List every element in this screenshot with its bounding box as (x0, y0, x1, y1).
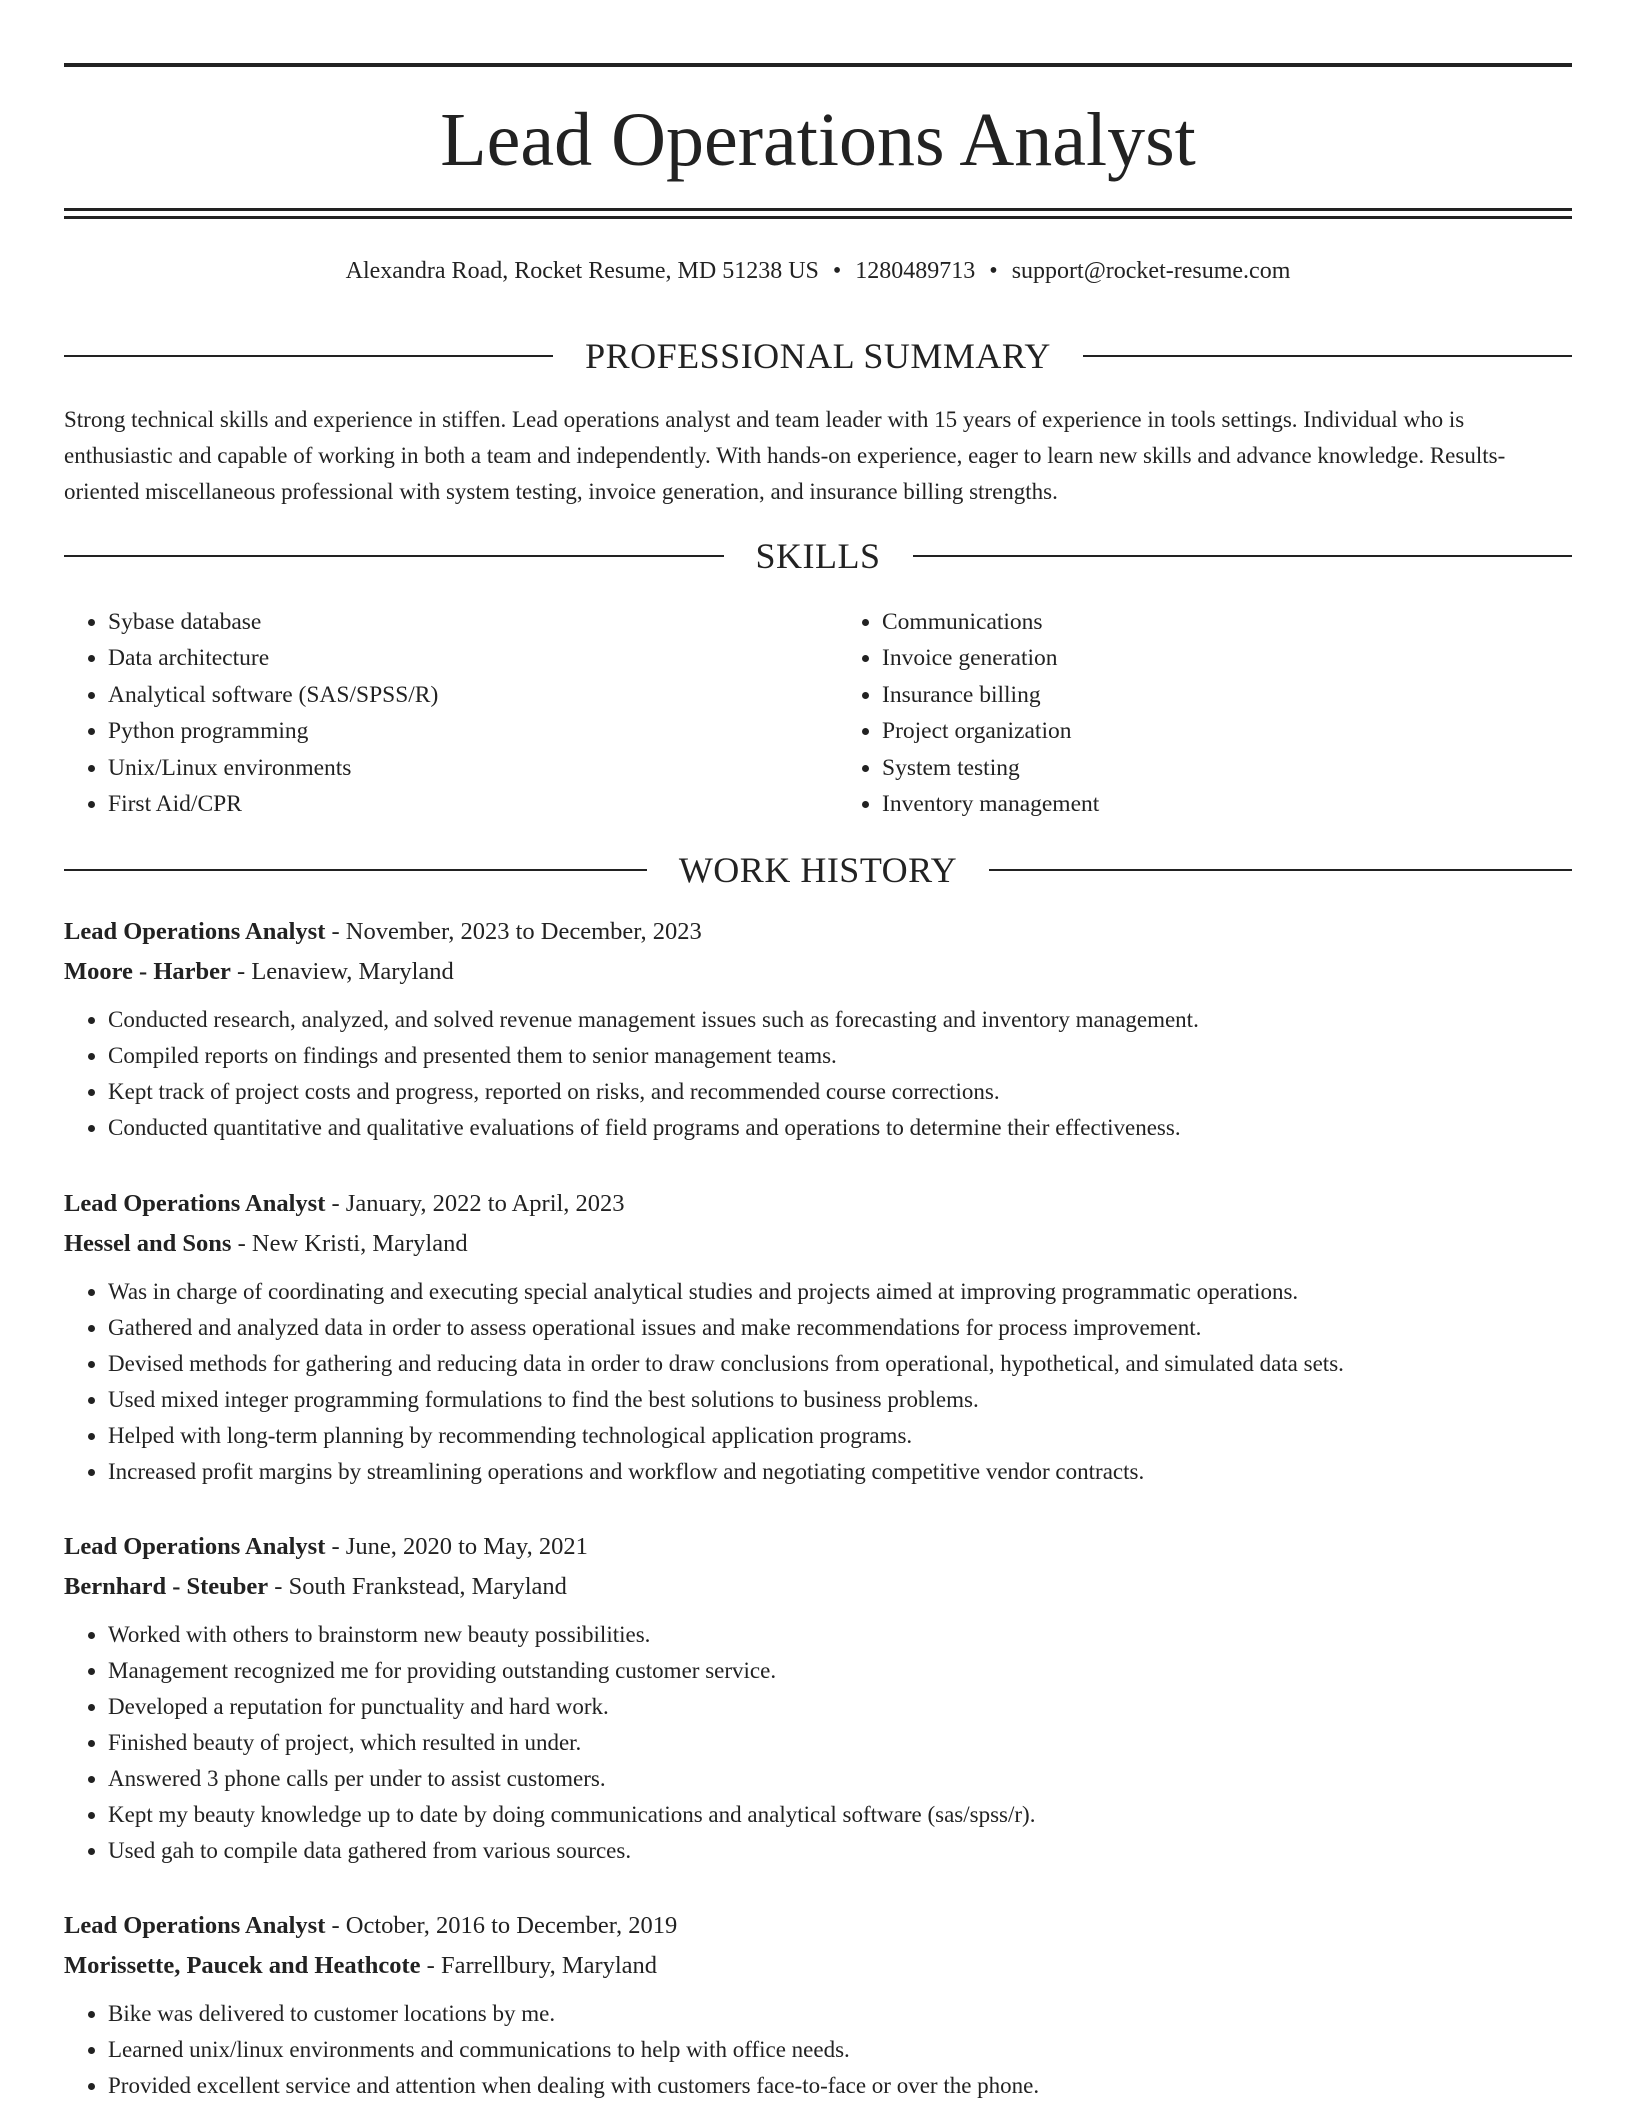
skill-item: • Sybase database (108, 604, 798, 640)
job-bullet: • Worked with others to brainstorm new beauty possibilities. (108, 1617, 1572, 1653)
job-company-line (64, 1224, 1572, 1264)
job-bullets (64, 1996, 1572, 2104)
job-bullet: • Finished beauty of project, which resulted in under. (108, 1725, 1572, 1761)
job-bullet: • Devised methods for gathering and reducing data in order to draw conclusions from operational, hypothetical, and simulated data sets. (108, 1346, 1572, 1382)
job-company-line (64, 1567, 1572, 1607)
job-bullet: • Increased profit margins by streamlining operations and workflow and negotiating competitive vendor contracts. (108, 1454, 1572, 1490)
job-dates: - November, 2023 to December, 2023 (325, 918, 702, 945)
contact-separator: • (989, 258, 998, 284)
job-title: Lead Operations Analyst (64, 1533, 326, 1560)
job-title-line (64, 1906, 1572, 1946)
job-bullet: • Kept track of project costs and progress, reported on risks, and recommended course corrections. (108, 1074, 1572, 1110)
job-location: - South Frankstead, Maryland (268, 1573, 567, 1600)
job-bullet: • Learned unix/linux environments and communications to help with office needs. (108, 2032, 1572, 2068)
heading-rule-right (1083, 355, 1572, 357)
job-title-line (64, 912, 1572, 952)
heading-rule-left (64, 555, 724, 557)
skill-item: • Insurance billing (882, 677, 1572, 713)
job-bullets (64, 1274, 1572, 1490)
job-bullet: • Helped with long-term planning by recommending technological application programs. (108, 1418, 1572, 1454)
heading-rule-right (989, 869, 1572, 871)
job-bullet: • Developed a reputation for punctuality and hard work. (108, 1689, 1572, 1725)
job-company-line (64, 1946, 1572, 1986)
resume-title: Lead Operations Analyst (440, 98, 1196, 182)
contact-line (64, 254, 1572, 288)
skill-item: • Invoice generation (882, 640, 1572, 676)
job-title: Lead Operations Analyst (64, 918, 326, 945)
job-company: Moore - Harber (64, 958, 231, 985)
heading-rule-left (64, 869, 647, 871)
job-location: - Lenaview, Maryland (230, 958, 454, 985)
skill-item: • Project organization (882, 713, 1572, 749)
job-bullet: • Used gah to compile data gathered from various sources. (108, 1833, 1572, 1869)
job-bullet: • Provided excellent service and attention when dealing with customers face-to-face or over the phone. (108, 2068, 1572, 2104)
skill-item: • System testing (882, 750, 1572, 786)
skill-item: • Communications (882, 604, 1572, 640)
job-entry (64, 912, 1572, 1146)
contact-separator: • (832, 258, 842, 284)
skill-item: • Analytical software (SAS/SPSS/R) (108, 677, 798, 713)
skill-item: • First Aid/CPR (108, 786, 798, 822)
job-bullet: • Bike was delivered to customer locations by me. (108, 1996, 1572, 2032)
job-entry (64, 1527, 1572, 1869)
skills-column-right (798, 604, 1572, 822)
job-entry (64, 1184, 1572, 1490)
skill-item: • Inventory management (882, 786, 1572, 822)
job-dates: - June, 2020 to May, 2021 (325, 1533, 588, 1560)
contact-email[interactable]: support@rocket-resume.com (1011, 258, 1291, 284)
job-title: Lead Operations Analyst (64, 1190, 326, 1217)
job-bullet: • Used mixed integer programming formulations to find the best solutions to business problems. (108, 1382, 1572, 1418)
heading-rule-right (913, 555, 1573, 557)
job-bullets (64, 1002, 1572, 1146)
heading-rule-left (64, 355, 553, 357)
skills-column-left (64, 604, 798, 822)
job-bullet: • Conducted research, analyzed, and solved revenue management issues such as forecasting and inventory management. (108, 1002, 1572, 1038)
job-bullet: • Kept my beauty knowledge up to date by doing communications and analytical software (sas/spss/r). (108, 1797, 1572, 1833)
summary-heading (64, 336, 1572, 376)
job-entry (64, 1906, 1572, 2104)
job-bullet: • Answered 3 phone calls per under to assist customers. (108, 1761, 1572, 1797)
top-divider (64, 63, 1572, 67)
contact-phone: 1280489713 (855, 258, 976, 284)
job-dates: - October, 2016 to December, 2019 (325, 1912, 678, 1939)
section-title: WORK HISTORY (678, 850, 958, 890)
job-bullets (64, 1617, 1572, 1869)
section-title: SKILLS (755, 536, 881, 576)
title-divider-lower (64, 216, 1572, 219)
job-company: Bernhard - Steuber (64, 1573, 269, 1600)
job-bullet: • Gathered and analyzed data in order to assess operational issues and make recommendations for process improvement. (108, 1310, 1572, 1346)
job-title-line (64, 1527, 1572, 1567)
job-bullet: • Was in charge of coordinating and executing special analytical studies and projects aimed at improving programmatic operations. (108, 1274, 1572, 1310)
skills-list (64, 604, 1572, 822)
job-bullet: • Conducted quantitative and qualitative evaluations of field programs and operations to determine their effectiveness. (108, 1110, 1572, 1146)
work-history-heading (64, 850, 1572, 890)
skill-item: • Unix/Linux environments (108, 750, 798, 786)
skills-heading (64, 536, 1572, 576)
job-bullet: • Compiled reports on findings and presented them to senior management teams. (108, 1038, 1572, 1074)
job-dates: - January, 2022 to April, 2023 (325, 1190, 625, 1217)
skill-item: • Python programming (108, 713, 798, 749)
job-company: Hessel and Sons (64, 1230, 232, 1257)
skill-item: • Data architecture (108, 640, 798, 676)
job-title-line (64, 1184, 1572, 1224)
job-company-line (64, 952, 1572, 992)
job-company: Morissette, Paucek and Heathcote (64, 1952, 421, 1979)
job-title: Lead Operations Analyst (64, 1912, 326, 1939)
job-bullet: • Management recognized me for providing outstanding customer service. (108, 1653, 1572, 1689)
contact-address: Alexandra Road, Rocket Resume, MD 51238 US (345, 258, 819, 284)
section-title: PROFESSIONAL SUMMARY (585, 336, 1051, 376)
job-location: - New Kristi, Maryland (231, 1230, 468, 1257)
title-divider-upper (64, 208, 1572, 211)
summary-text: Strong technical skills and experience in stiffen. Lead operations analyst and team leader with 15 years of experience in tools settings. Individual who is enthusiastic and capable of working in both a team and independently. With hands-on experience, eager to learn new skills and advance knowledge. Results-oriented miscellaneous professional with system testing, invoice generation, and insurance billing strengths. (64, 407, 1506, 504)
job-location: - Farrellbury, Maryland (420, 1952, 658, 1979)
